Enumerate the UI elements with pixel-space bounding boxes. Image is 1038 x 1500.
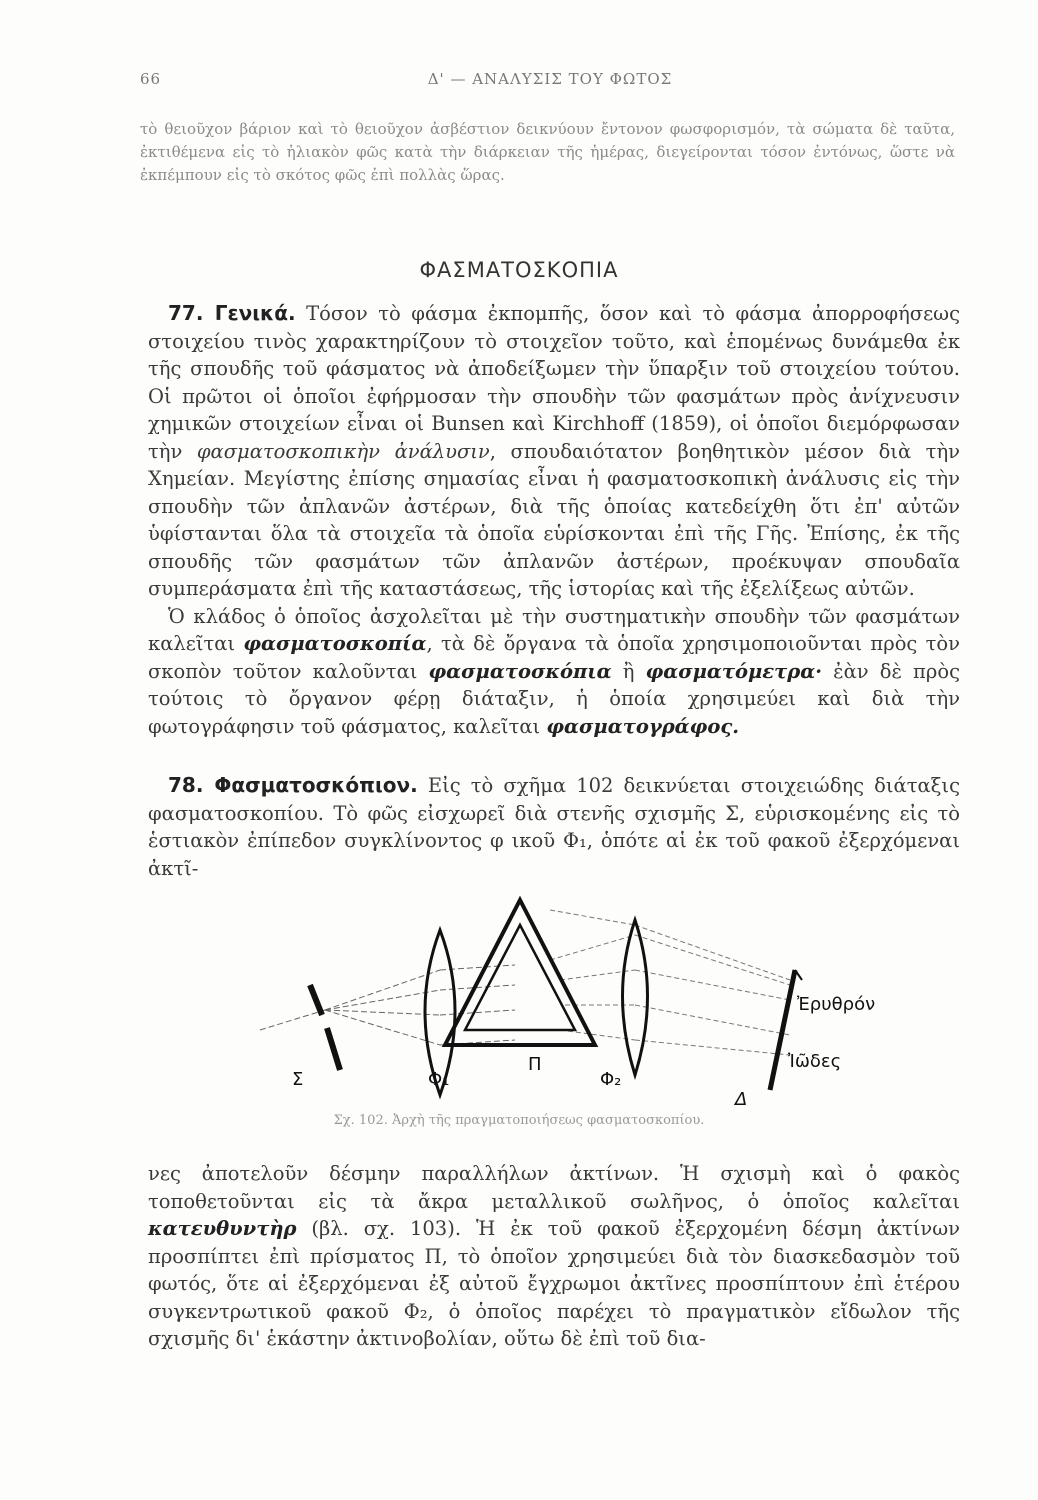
paragraph-77-2: [148, 603, 960, 741]
rays-dispersed: [550, 910, 790, 1055]
continuation-text: [148, 1160, 960, 1353]
page-number: 66: [140, 70, 162, 88]
heading-78: 78. Φασματοσκόπιον.: [168, 773, 418, 797]
section-78: [148, 772, 960, 882]
label-lens-2: Φ₂: [600, 1069, 622, 1090]
label-slit: Σ: [292, 1069, 304, 1090]
paragraph-continuation: [148, 1160, 960, 1353]
screen: [770, 970, 795, 1090]
text-77-f: ἐὰν δὲ πρὸς τούτοις τὸ ὄργανον φέρῃ διάταξιν, ἡ ὁποία χρησιμεύει καὶ διὰ τὴν φωτογράφησιν τοῦ φάσματος, καλεῖται: [148, 659, 960, 738]
slit: [310, 985, 340, 1070]
paragraph-77-1: [148, 300, 960, 603]
text-cont-a: νες ἀποτελοῦν δέσμην παραλλήλων ἀκτίνων. Ἡ σχισμὴ καὶ ὁ φακὸς τοποθετοῦνται εἰς τὰ ἄκρα μεταλλικοῦ σωλῆνος, ὁ ὁποῖος καλεῖται: [148, 1162, 960, 1213]
intro-paragraph: τὸ θειοῦχον βάριον καὶ τὸ θειοῦχον ἀσβέστιον δεικνύουν ἔντονον φωσφορισμόν, τὰ σώματα δὲ ταῦτα, ἐκτιθέμενα εἰς τὸ ἡλιακὸν φῶς κατὰ τὴν διάρκειαν τῆς ἡμέρας, διεγείρονται τόσον ἐντόνως, ὥστε νὰ ἐκπέμπουν εἰς τὸ σκότος φῶς ἐπὶ πολλὰς ὥρας.: [140, 120, 955, 184]
label-prism: Π: [528, 1054, 542, 1075]
text-77-d: , τὰ δὲ ὄργανα τὰ ὁποῖα χρησιμοποιοῦνται πρὸς τὸν σκοπὸν τοῦτον καλοῦνται: [148, 632, 960, 683]
spectroscope-figure: [230, 880, 930, 1110]
term-fasmatografos: φασματογράφος.: [546, 714, 739, 738]
term-fasmatoskopia: φασματοσκοπία: [243, 632, 427, 655]
spectroscope-diagram: [230, 880, 930, 1110]
term-fasmatometra: φασματόμετρα·: [645, 659, 823, 683]
running-title: Δ' — ΑΝΑΛΥΣΙΣ ΤΟΥ ΦΩΤΟΣ: [427, 70, 673, 88]
text-cont-b: (βλ. σχ. 103). Ἡ ἐκ τοῦ φακοῦ ἐξερχομένη δέσμη ἀκτίνων προσπίπτει ἐπὶ πρίσματος Π, τὸ ὁποῖον χρησιμεύει διὰ τὸν διασκεδασμὸν τοῦ φωτός, ὅτε αἱ ἐξερχόμεναι ἐξ αὐτοῦ ἔγχρωμοι ἀκτῖνες προσπίπτουν ἐπὶ ἑτέρου συγκεντρωτικοῦ φακοῦ Φ₂, ὁ ὁποῖος παρέχει τὸ πραγματικὸν εἴδωλον τῆς σχισμῆς δι' ἑκάστην ἀκτινοβολίαν, οὕτω δὲ ἐπὶ τοῦ δια-: [148, 1217, 960, 1350]
section-77: [148, 300, 960, 740]
text-78: Εἰς τὸ σχῆμα 102 δεικνύεται στοιχειώδης διάταξις φασματοσκοπίου. Τὸ φῶς εἰσχωρεῖ διὰ στενῆς σχισμῆς Σ, εὑρισκομένης εἰς τὸ ἑστιακὸν ἐπίπεδον συγκλίνοντος φ ικοῦ Φ₁, ὁπότε αἱ ἐκ τοῦ φακοῦ ἐξερχόμεναι ἀκτῖ-: [148, 774, 960, 880]
text-77-a: Τόσον τὸ φάσμα ἐκπομπῆς, ὅσον καὶ τὸ φάσμα ἀπορροφήσεως στοιχείου τινὸς χαρακτηρίζουν τὸ στοιχεῖον τοῦτο, καὶ ἑπομένως δυνάμεθα ἐκ τῆς σπουδῆς τοῦ φάσματος νὰ ἀποδείξωμεν τὴν ὕπαρξιν τοῦ στοιχείου τούτου. Οἱ πρῶτοι οἱ ὁποῖοι ἐφήρμοσαν τὴν σπουδὴν τῶν φασμάτων πρὸς ἀνίχνευσιν χημικῶν στοιχείων εἶναι οἱ Bunsen καὶ Kirchhoff (1859), οἱ ὁποῖοι διεμόρφωσαν τὴν: [148, 302, 960, 463]
label-lens-1: Φ₁: [428, 1069, 450, 1090]
section-title: ΦΑΣΜΑΤΟΣΚΟΠΙΑ: [419, 258, 619, 282]
prism: [445, 900, 595, 1045]
term-kateythynter: κατευθυντὴρ: [148, 1217, 297, 1240]
label-violet: Ἰῶδες: [788, 1051, 842, 1072]
figure-caption: Σχ. 102. Ἀρχὴ τῆς πραγματοποιήσεως φασματοσκοπίου.: [333, 1113, 705, 1128]
term-fasmatoskopia-instruments: φασματοσκόπια: [428, 659, 612, 683]
paragraph-78-1: [148, 772, 960, 882]
text-77-b: , σπουδαιότατον βοηθητικὸν μέσον διὰ τὴν Χημείαν. Μεγίστης ἐπίσης σημασίας εἶναι ἡ φασματοσκοπικὴ ἀνάλυσις εἰς τὴν σπουδὴν τῶν ἀπλανῶν ἀστέρων, διὰ τῆς ὁποίας κατεδείχθη ὅτι ἐπ' αὐτῶν ὑφίστανται ὅλα τὰ στοιχεῖα τὰ ὁποῖα εὑρίσκονται ἐπὶ τῆς Γῆς. Ἐπίσης, ἐκ τῆς σπουδῆς τῶν φασμάτων τῶν ἀπλανῶν ἀστέρων, προέκυψαν σπουδαῖα συμπεράσματα ἐπὶ τῆς καταστάσεως, τῆς ἱστορίας καὶ τῆς ἐξελίξεως αὐτῶν.: [148, 439, 960, 600]
italic-term-analysis: φασματοσκοπικὴν ἀνάλυσιν: [196, 439, 490, 463]
text-77-e: ἢ: [611, 659, 646, 683]
text-77-c: Ὁ κλάδος ὁ ὁποῖος ἀσχολεῖται μὲ τὴν συστηματικὴν σπουδὴν τῶν φασμάτων καλεῖται: [148, 604, 960, 655]
heading-77: 77. Γενικά.: [168, 301, 296, 325]
label-screen: Δ: [735, 1089, 748, 1110]
running-head: [140, 70, 960, 94]
label-red: Ἐρυθρόν: [797, 994, 876, 1015]
lens-2: [623, 920, 648, 1075]
